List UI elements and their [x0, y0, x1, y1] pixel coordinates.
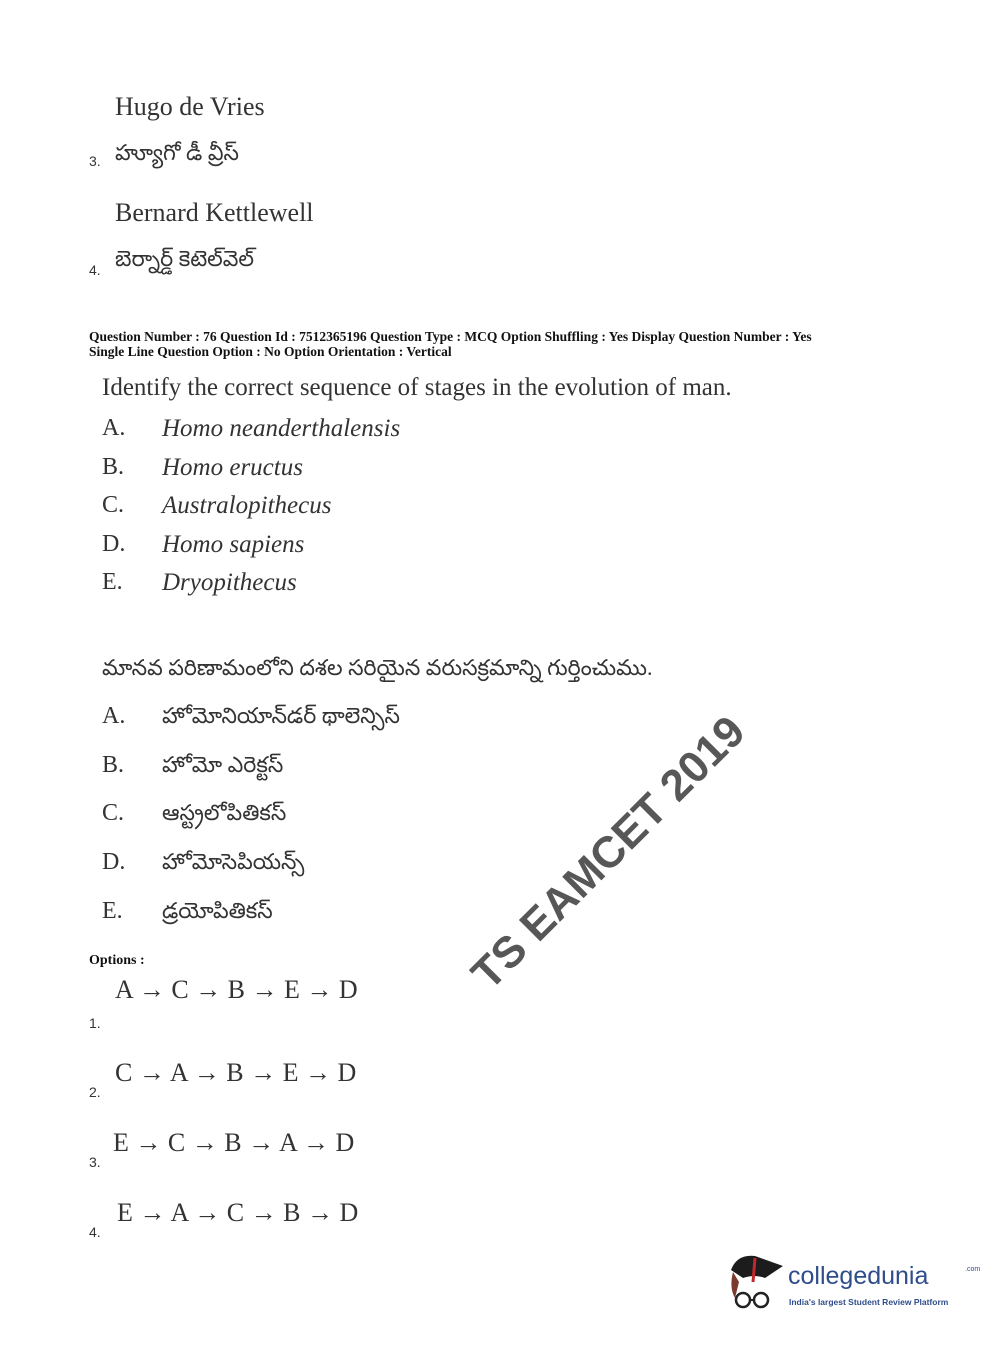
item-label: A. — [102, 703, 126, 729]
item-text-te: డ్రయోపితికస్ — [162, 898, 273, 923]
logo-name: collegedunia — [788, 1262, 929, 1290]
question-meta-line1: Question Number : 76 Question Id : 7512365196 Question Type : MCQ Option Shuffling : Yes Display Question Number : Yes — [89, 329, 812, 344]
item-label: E. — [102, 569, 123, 595]
item-label: D. — [102, 531, 126, 557]
prev-option-4-te: బెర్నార్డ్ కెటెల్‌వెల్ — [115, 246, 255, 271]
prev-option-3-number: 3. — [89, 153, 101, 169]
collegedunia-logo — [725, 1248, 985, 1323]
mascot-icon — [725, 1248, 787, 1318]
question-meta-line2: Single Line Question Option : No Option Orientation : Vertical — [89, 344, 452, 359]
item-text-te: ఆస్ట్రలోపితికస్ — [162, 800, 287, 825]
option-4-text: E → A → C → B → D — [117, 1198, 359, 1227]
item-text-te: హోమోసెపియన్స్ — [162, 849, 305, 874]
item-text: Homo eructus — [162, 454, 303, 481]
item-label: E. — [102, 898, 123, 924]
item-label: B. — [102, 752, 125, 778]
option-3-text: E → C → B → A → D — [113, 1128, 355, 1157]
option-1-number: 1. — [89, 1015, 101, 1031]
prev-option-3-te: హ్యూగో డీ వ్రీస్ — [115, 140, 239, 165]
question-text-te: మానవ పరిణామంలోని దశల సరియైన వరుసక్రమాన్ని గుర్తించుము. — [102, 655, 653, 680]
prev-option-4-number: 4. — [89, 262, 101, 278]
item-label: C. — [102, 800, 125, 826]
item-label: C. — [102, 492, 125, 518]
option-2-text: C → A → B → E → D — [115, 1058, 357, 1087]
prev-option-4-en: Bernard Kettlewell — [115, 198, 314, 227]
item-text-te: హోమోనియాన్‌డర్ థాలెన్సిస్ — [162, 703, 400, 728]
item-text: Homo sapiens — [162, 531, 305, 558]
logo-suffix: .com — [965, 1266, 981, 1273]
option-3-number: 3. — [89, 1154, 101, 1170]
option-4-number: 4. — [89, 1224, 101, 1240]
options-label: Options : — [89, 953, 145, 968]
question-text-en: Identify the correct sequence of stages in the evolution of man. — [102, 374, 732, 401]
item-text-te: హోమో ఎరెక్టస్ — [162, 752, 284, 777]
item-text: Australopithecus — [162, 492, 332, 519]
prev-option-3-en: Hugo de Vries — [115, 92, 265, 121]
item-text: Dryopithecus — [162, 569, 297, 596]
option-2-number: 2. — [89, 1084, 101, 1100]
item-label: A. — [102, 415, 126, 441]
item-text: Homo neanderthalensis — [162, 415, 401, 442]
item-label: D. — [102, 849, 126, 875]
item-label: B. — [102, 454, 125, 480]
logo-tagline: India's largest Student Review Platform — [789, 1297, 949, 1307]
watermark: TS EAMCET 2019 — [462, 706, 755, 999]
option-1-text: A → C → B → E → D — [115, 975, 358, 1004]
